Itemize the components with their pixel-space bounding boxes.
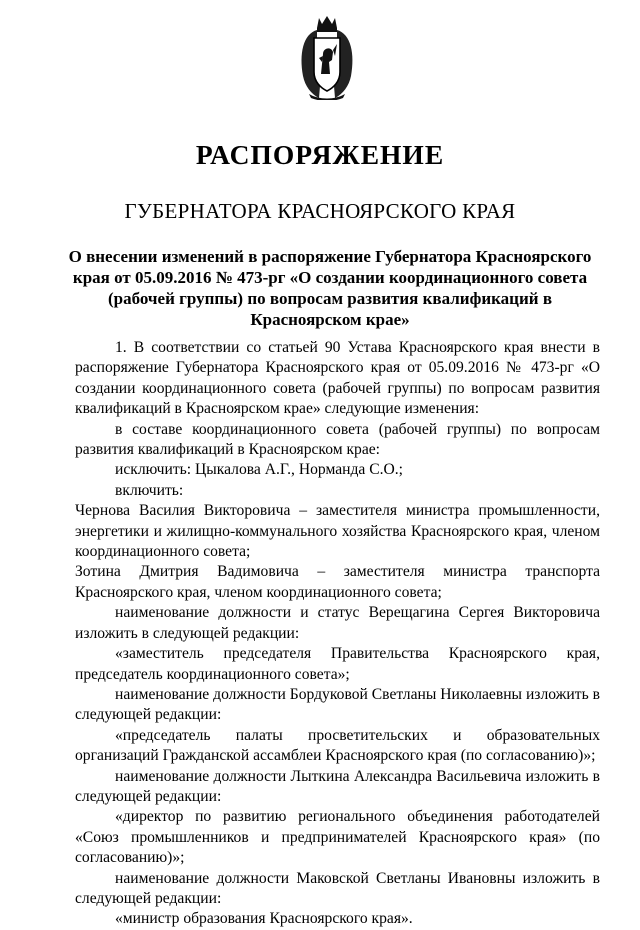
coat-of-arms-icon: [297, 14, 357, 100]
paragraph-11: наименование должности Лыткина Александра Васильевича изложить в следующей редакции:: [75, 767, 600, 805]
paragraph-9: наименование должности Бордуковой Светланы Николаевны изложить в следующей редакции:: [75, 685, 600, 724]
paragraph-5: Чернова Василия Викторовича – заместителя министра промышленности, энергетики и жилищно-коммунального хозяйства Красноярского края, членом координационного совета;: [75, 502, 600, 561]
document-title: РАСПОРЯЖЕНИЕ: [195, 139, 445, 170]
paragraph-4: включить:: [115, 481, 184, 499]
paragraph-14: «министр образования Красноярского края».: [115, 910, 413, 928]
paragraph-7: наименование должности и статус Верещагина Сергея Викторовича изложить в следующей редакции:: [75, 604, 600, 642]
paragraph-12: «директор по развитию регионального объединения работодателей «Союз промышленников и предпринимателей Красноярского края» (по согласованию)»;: [75, 808, 600, 867]
paragraph-13: наименование должности Маковской Светланы Ивановны изложить в следующей редакции:: [75, 869, 600, 907]
paragraph-2: в составе координационного совета (рабочей группы) по вопросам развития квалификаций в Красноярском крае:: [75, 420, 600, 459]
document-subtitle: ГУБЕРНАТОРА КРАСНОЯРСКОГО КРАЯ: [124, 199, 516, 223]
paragraph-10: «председатель палаты просветительских и образовательных организаций Гражданской ассамблеи Красноярского края (по согласованию)»;: [75, 726, 600, 765]
paragraph-1: 1. В соответствии со статьей 90 Устава Красноярского края внести в распоряжение Губернатора Красноярского края от 05.09.2016 № 473-рг «О создании координационного совета (рабочей группы) по вопросам развития квалификаций в Красноярском крае» следующие изменения:: [75, 339, 600, 418]
document-heading: О внесении изменений в распоряжение Губернатора Красноярского края от 05.09.2016 № 473-рг «О создании координационного совета (рабочей группы) по вопросам развития квалификаций в Красноярском крае»: [68, 247, 592, 329]
paragraph-6: Зотина Дмитрия Вадимовича – заместителя министра транспорта Красноярского края, членом координационного совета;: [75, 563, 600, 601]
paragraph-8: «заместитель председателя Правительства Красноярского края, председатель координационного совета»;: [75, 645, 600, 683]
document-body: [75, 338, 600, 930]
paragraph-3: исключить: Цыкалова А.Г., Норманда С.О.;: [115, 461, 404, 479]
